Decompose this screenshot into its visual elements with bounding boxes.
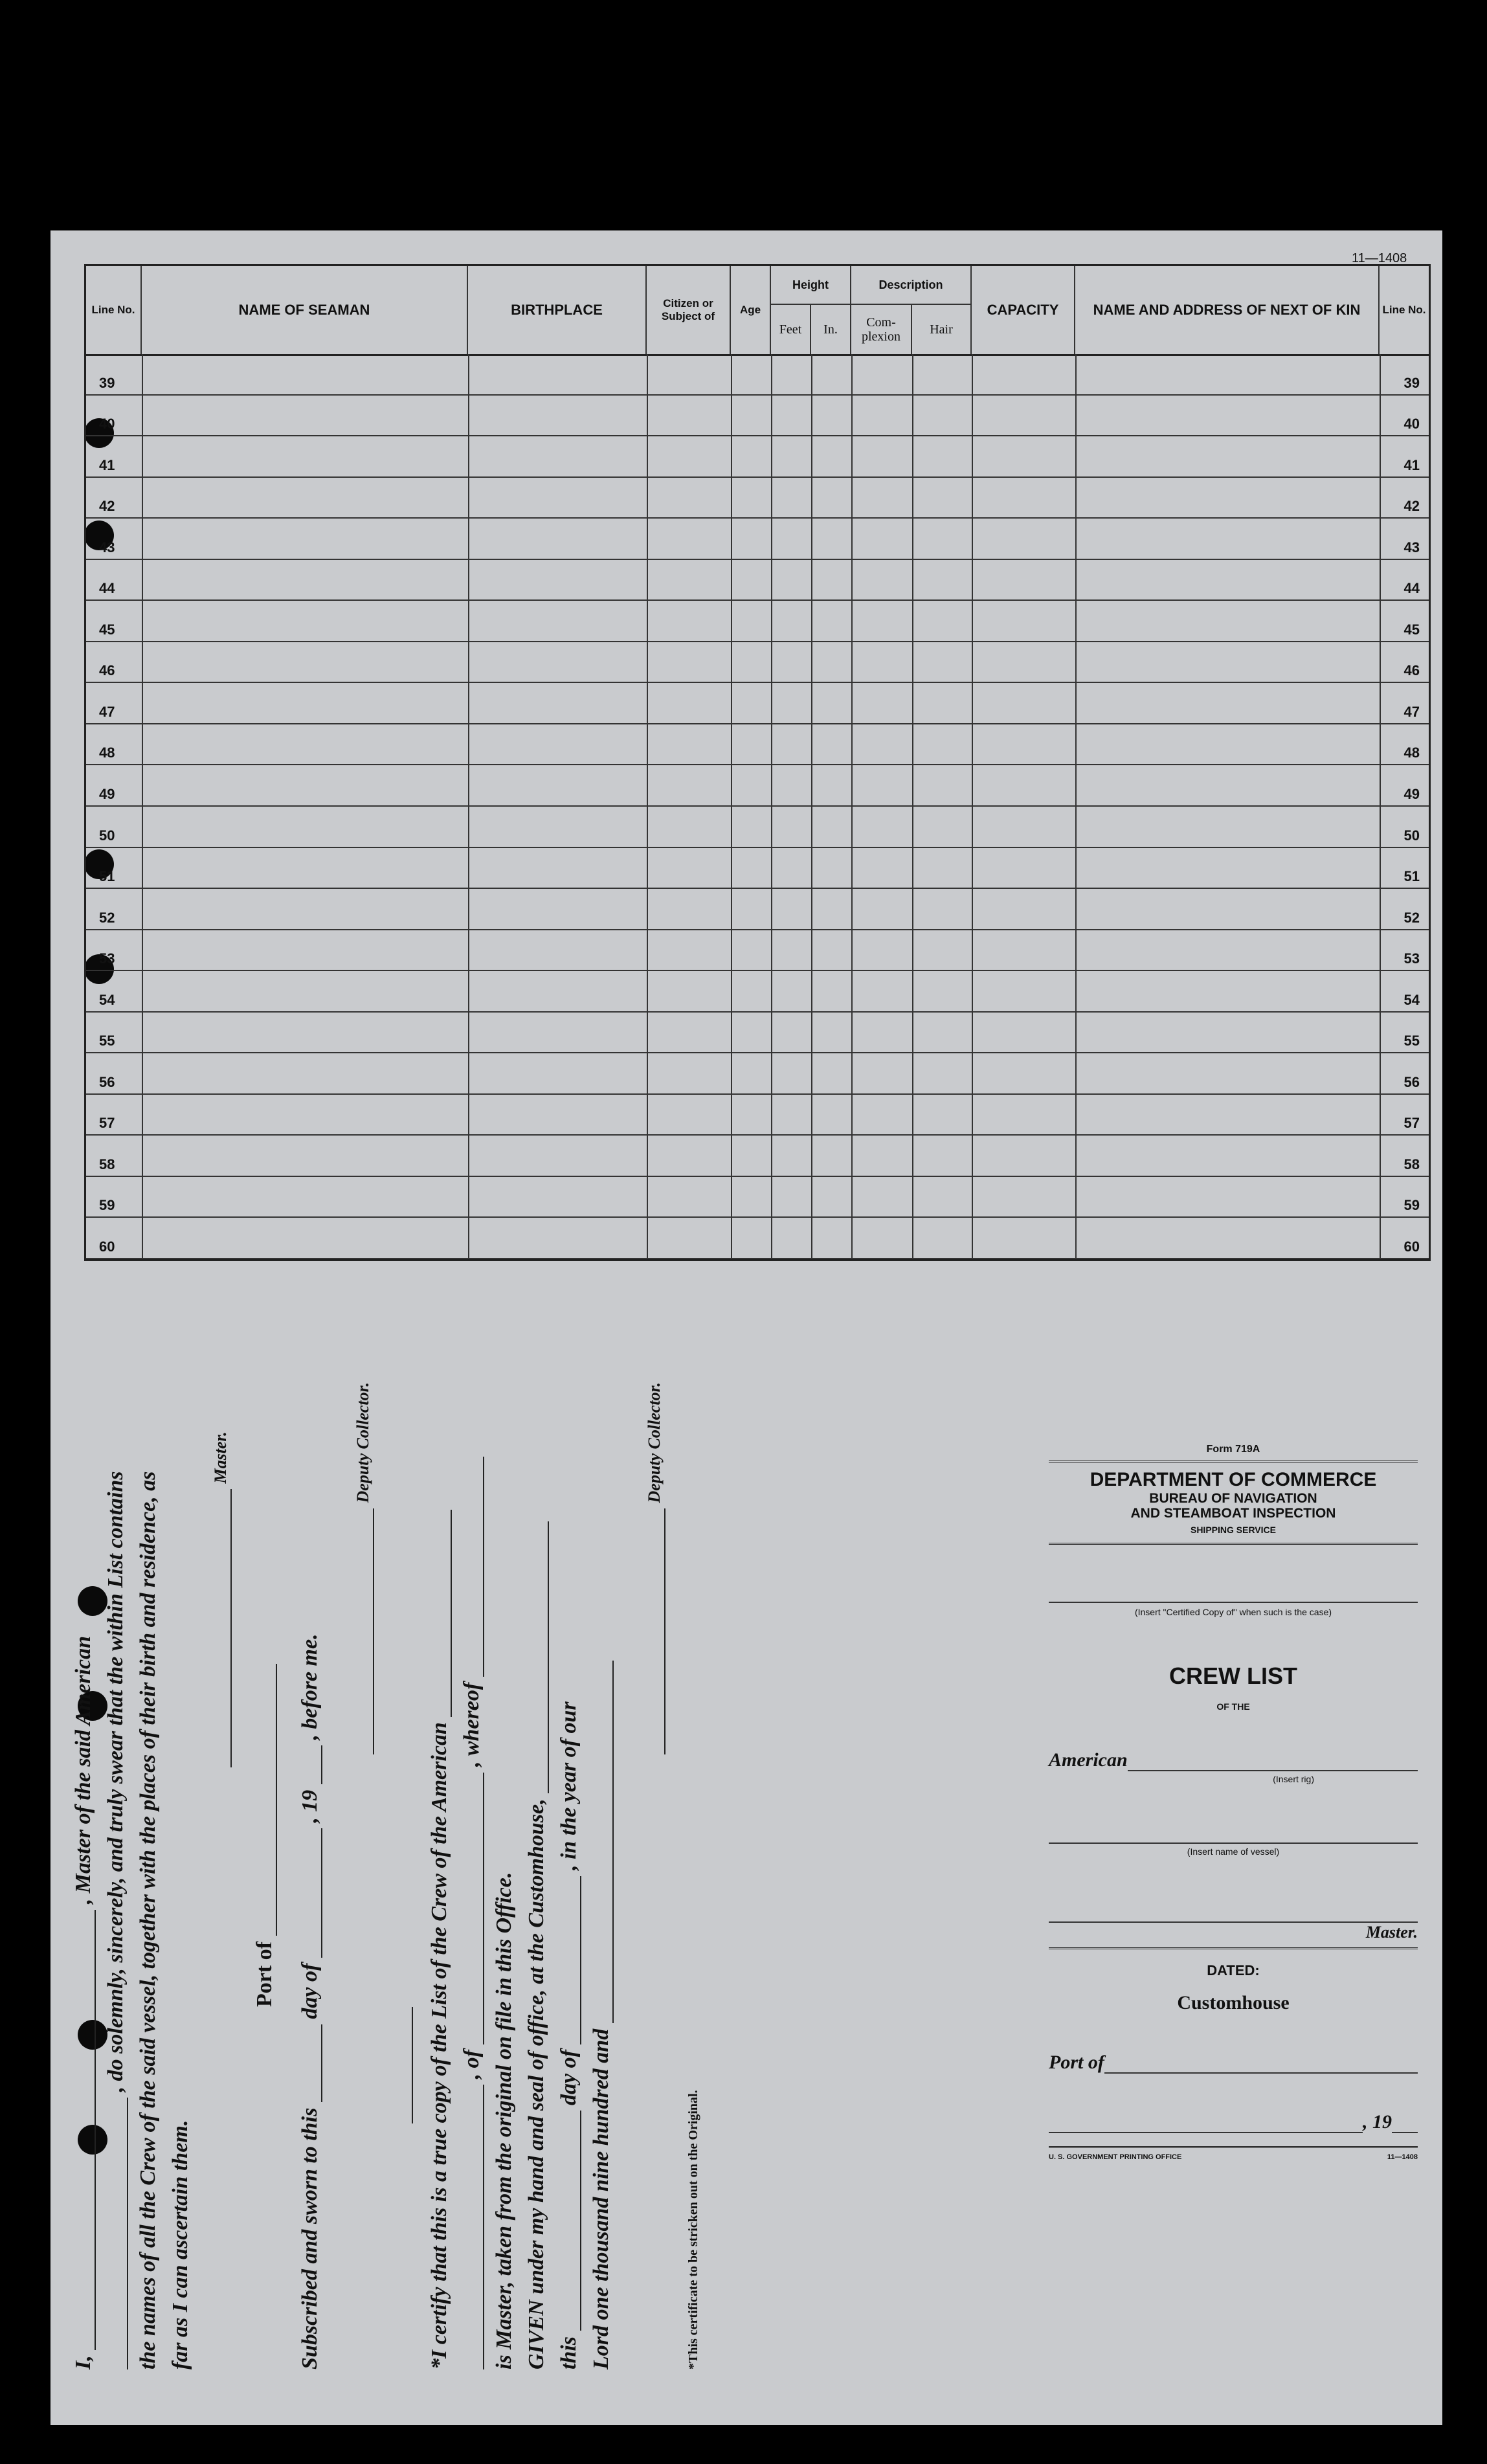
header-inches: In. [811, 305, 851, 354]
oath-i: I, [71, 2355, 95, 2369]
line-number-right: 50 [1403, 827, 1420, 844]
table-row[interactable] [86, 765, 1429, 807]
deputy-collector-label: Deputy Collector. [353, 1382, 372, 1503]
line-number-left: 48 [99, 745, 115, 761]
oath-line2: , do solemnly, sincerely, and truly swear that the within List contains [104, 1471, 128, 2092]
oath-line1: , Master of the said American [71, 1635, 95, 1905]
of-blank[interactable] [483, 2085, 484, 2369]
bureau-line-1: BUREAU OF NAVIGATION [1149, 1491, 1317, 1506]
header-line-no-right: Line No. [1382, 304, 1426, 317]
lord-text: Lord one thousand nine hundred and [589, 2028, 613, 2369]
oath-line4: far as I can ascertain them. [168, 2120, 192, 2369]
header-feet: Feet [771, 305, 811, 354]
port-of-label: Port of [252, 1941, 276, 2007]
line-number-right: 52 [1403, 909, 1420, 926]
line-number-right: 45 [1403, 621, 1420, 638]
line-number-right: 49 [1403, 785, 1420, 802]
line-number-right: 40 [1403, 416, 1420, 432]
line-number-right: 55 [1403, 1033, 1420, 1049]
line-number-left: 45 [99, 621, 115, 638]
bureau-line-2: AND STEAMBOAT INSPECTION [1130, 1506, 1336, 1521]
customhouse-blank[interactable] [548, 1521, 549, 1793]
line-number-right: 47 [1403, 703, 1420, 720]
table-row[interactable] [86, 1095, 1429, 1136]
cover-date-field[interactable] [1049, 2106, 1363, 2133]
line-number-left: 60 [99, 1238, 115, 1255]
table-row[interactable] [86, 683, 1429, 724]
cover-nineteen-label: , 19 [1363, 2111, 1392, 2133]
table-row[interactable] [86, 1013, 1429, 1054]
table-row[interactable] [86, 601, 1429, 642]
of-label: , of [460, 2050, 484, 2079]
table-row[interactable] [86, 807, 1429, 848]
insert-rig-note: (Insert rig) [1273, 1774, 1314, 1785]
line-number-left: 59 [99, 1197, 115, 1214]
whereof-label: , whereof [460, 1682, 484, 1767]
table-row[interactable] [86, 519, 1429, 560]
department-title: DEPARTMENT OF COMMERCE [1090, 1469, 1377, 1490]
deputy-signature-blank-2[interactable] [664, 1508, 665, 1754]
line-number-right: 39 [1403, 374, 1420, 391]
day-blank[interactable] [321, 2024, 322, 2102]
day-of-label: day of [298, 1963, 322, 2019]
year-words-blank[interactable] [612, 1661, 614, 2023]
crew-list-title: CREW LIST [1169, 1663, 1297, 1690]
master-signature-blank[interactable] [230, 1489, 232, 1767]
line-number-left: 54 [99, 991, 115, 1008]
year-text: , in the year of our [557, 1701, 581, 1871]
line-number-left: 55 [99, 1033, 115, 1049]
line-number-right: 54 [1403, 991, 1420, 1008]
cover-port-of-label: Port of [1049, 2052, 1104, 2074]
line-number-left: 39 [99, 374, 115, 391]
seal-blank[interactable] [412, 2007, 413, 2123]
line-number-left: 47 [99, 703, 115, 720]
table-row[interactable] [86, 889, 1429, 930]
nineteen-label: , 19 [298, 1789, 322, 1823]
line-number-right: 43 [1403, 539, 1420, 555]
is-master-text: is Master, taken from the original on file in this Office. [492, 1872, 516, 2369]
dated-label: DATED: [1207, 1962, 1260, 1979]
line-number-left: 49 [99, 785, 115, 802]
line-number-right: 48 [1403, 745, 1420, 761]
customhouse-label: Customhouse [1177, 1992, 1290, 2014]
table-row[interactable] [86, 848, 1429, 890]
before-me-label: , before me. [298, 1633, 322, 1740]
table-row[interactable] [86, 478, 1429, 519]
line-number-right: 56 [1403, 1073, 1420, 1090]
given-text: GIVEN under my hand and seal of office, at the Customhouse, [524, 1798, 548, 2369]
cover-port-field[interactable] [1104, 2046, 1418, 2074]
certificate-footnote: *This certificate to be stricken out on the Original. [686, 2090, 700, 2369]
whereof-blank[interactable] [483, 1457, 484, 1677]
line-number-left: 40 [99, 416, 115, 432]
line-number-left: 43 [99, 539, 115, 555]
cover-master-label: Master. [1365, 1923, 1418, 1942]
header-complexion: Com-plexion [851, 305, 912, 354]
printer-label: U. S. GOVERNMENT PRINTING OFFICE [1049, 2153, 1182, 2162]
header-age: Age [731, 266, 771, 354]
header-citizen: Citizen or Subject of [647, 266, 731, 354]
line-number-left: 50 [99, 827, 115, 844]
table-row[interactable] [86, 396, 1429, 437]
year-blank[interactable] [321, 1745, 322, 1784]
shipping-service: SHIPPING SERVICE [1190, 1525, 1276, 1536]
cover-year-field[interactable] [1392, 2106, 1418, 2133]
port-blank[interactable] [276, 1664, 277, 1936]
vessel-name-blank[interactable] [127, 2098, 128, 2369]
line-number-right: 41 [1403, 456, 1420, 473]
line-number-left: 51 [99, 868, 115, 885]
cover-code: 11—1408 [1387, 2153, 1418, 2162]
month-blank-2[interactable] [580, 1876, 581, 2044]
month-blank[interactable] [321, 1828, 322, 1958]
table-row[interactable] [86, 930, 1429, 972]
header-capacity: CAPACITY [972, 266, 1075, 354]
crew-table [84, 264, 1431, 1261]
header-height: Height [771, 266, 851, 305]
table-row[interactable] [86, 642, 1429, 684]
american-label: American [1049, 1749, 1128, 1771]
master-name-field[interactable] [1049, 1857, 1418, 1923]
line-number-right: 46 [1403, 662, 1420, 679]
of-the-label: OF THE [1216, 1701, 1250, 1712]
table-row[interactable] [86, 1053, 1429, 1095]
line-number-right: 60 [1403, 1238, 1420, 1255]
divider [1049, 2146, 1418, 2148]
table-row[interactable] [86, 1218, 1429, 1259]
certified-copy-field[interactable] [1049, 1550, 1418, 1603]
oath-line3: the names of all the Crew of the said vessel, together with the places of their birth and residence, as [136, 1471, 160, 2369]
deputy-signature-blank[interactable] [373, 1508, 374, 1754]
line-number-right: 53 [1403, 950, 1420, 967]
line-number-left: 58 [99, 1156, 115, 1172]
cover-panel [1049, 1444, 1418, 2285]
line-number-left: 52 [99, 909, 115, 926]
day-of-label-2: day of [557, 2050, 581, 2105]
form-code: 11—1408 [1352, 251, 1407, 265]
insert-vessel-note: (Insert name of vessel) [1187, 1846, 1280, 1857]
line-number-left: 56 [99, 1073, 115, 1090]
vessel-name-field[interactable] [1049, 1784, 1418, 1844]
master-label: Master. [211, 1431, 230, 1484]
this-day-blank[interactable] [580, 2111, 581, 2331]
line-number-left: 57 [99, 1115, 115, 1132]
line-number-right: 59 [1403, 1197, 1420, 1214]
subscribed-label: Subscribed and sworn to this [298, 2107, 322, 2369]
line-number-right: 44 [1403, 580, 1420, 597]
line-number-right: 51 [1403, 868, 1420, 885]
table-row[interactable] [86, 724, 1429, 766]
deputy-collector-label-2: Deputy Collector. [645, 1382, 664, 1503]
line-number-right: 42 [1403, 498, 1420, 515]
header-next-of-kin: NAME AND ADDRESS OF NEXT OF KIN [1075, 266, 1380, 354]
port-copy-blank[interactable] [483, 1773, 484, 2044]
table-row[interactable] [86, 560, 1429, 601]
line-number-right: 58 [1403, 1156, 1420, 1172]
certify-text: *I certify that this is a true copy of the List of the Crew of the American [427, 1722, 451, 2369]
rig-field[interactable] [1128, 1744, 1418, 1771]
line-number-right: 57 [1403, 1115, 1420, 1132]
header-description: Description [851, 266, 972, 305]
insert-certified-note: (Insert "Certified Copy of" when such is the case) [1134, 1607, 1332, 1618]
this-label: this [557, 2336, 581, 2369]
divider [1049, 1543, 1418, 1545]
form-number: Form 719A [1206, 1444, 1260, 1455]
oath-section [65, 1372, 906, 2369]
divider [1049, 1947, 1418, 1949]
master-name-blank[interactable] [95, 1910, 96, 2350]
line-number-left: 42 [99, 498, 115, 515]
table-row[interactable] [86, 971, 1429, 1013]
divider [1049, 1461, 1418, 1462]
header-hair: Hair [912, 305, 972, 354]
header-name-of-seaman: NAME OF SEAMAN [142, 266, 468, 354]
table-row[interactable] [86, 1136, 1429, 1177]
line-number-left: 44 [99, 580, 115, 597]
header-birthplace: BIRTHPLACE [468, 266, 647, 354]
table-row[interactable] [86, 354, 1429, 396]
line-number-left: 41 [99, 456, 115, 473]
table-row[interactable] [86, 1177, 1429, 1218]
line-number-left: 53 [99, 950, 115, 967]
vessel-copy-blank[interactable] [451, 1510, 452, 1717]
table-row[interactable] [86, 436, 1429, 478]
header-line-no: Line No. [86, 266, 142, 354]
line-number-left: 46 [99, 662, 115, 679]
